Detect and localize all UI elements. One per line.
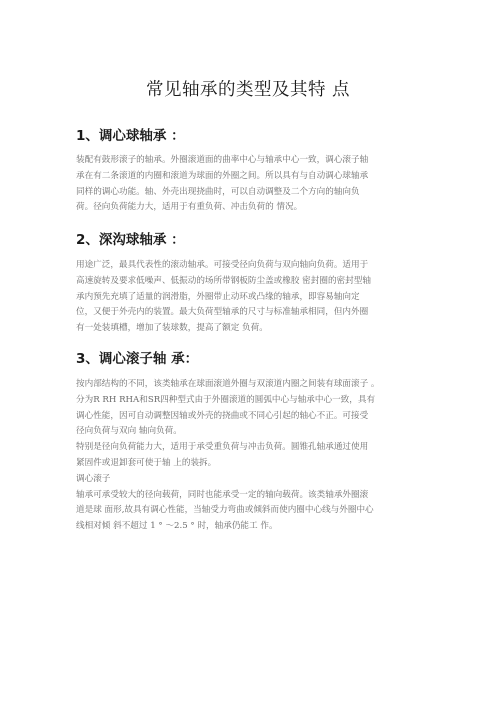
section-body-1 [76,153,424,216]
body-line: 用途广泛，最具代表性的滚动轴承。可接受径向负荷与双向轴向负荷。适用于 [76,260,369,270]
body-line: 有一处装填槽，增加了装球数，提高了额定 负荷。 [76,323,268,334]
body-line: 轴承可承受较大的径向载荷，同时也能承受一定的轴向载荷。该类轴承外圈滚 [76,489,369,500]
body-line: 高速旋转及要求低噪声、低振动的场所带钢板防尘盖或橡胶 密封圈的密封型轴 [76,275,371,286]
body-line: 承在有二条滚道的内圈和滚道为球面的外圈之间。所以具有与自动调心球轴承 [76,170,369,181]
section-heading-1: 1、调心球轴承 ： [76,128,185,144]
body-line: 位，又便于外壳内的装置。最大负荷型轴承的尺寸与标准轴承相同，但内外圈 [76,307,369,318]
section-body-2 [76,258,424,337]
body-line: 径向负荷与双向 轴向负荷。 [76,426,182,437]
page-title: 常见轴承的类型及其特 点 [145,80,351,100]
body-line: 调心性能，因可自动调整因轴或外壳的挠曲或不同心引起的轴心不正。可接受 [76,410,369,421]
body-line: 承内预先充填了适量的润滑脂，外圈带止动环或凸缘的轴承，即容易轴向定 [76,291,360,302]
body-line: 特别是径向负荷能力大，适用于承受重负荷与冲击负荷。圆锥孔轴承通过使用 [76,442,369,453]
body-line: 调心滚子 [76,473,111,484]
body-line: 同样的调心功能。轴、外壳出现挠曲时，可以自动调整及二个方向的轴向负 [76,186,360,197]
section-heading-2: 2、深沟球轴承 ： [76,232,185,248]
section-body-3 [76,377,424,535]
body-line: 紧固件或退卸套可使于轴 上的装拆。 [76,457,217,468]
section-heading-3: 3、调心滚子轴 承： [76,351,199,367]
body-line: 道是球 面形,故具有调心性能，当轴受力弯曲或倾斜而使内圈中心线与外圈中心 [76,505,374,516]
body-line: 装配有鼓形滚子的轴承。外圈滚道面的曲率中心与轴承中心一致，调心滚子轴 [76,155,369,165]
body-line: 荷。径向负荷能力大，适用于有重负荷、冲击负荷的 情况。 [76,202,303,213]
body-line: 按内部结构的不同，该类轴承在球面滚道外圈与双滚道内圈之间装有球面滚子 。 [76,379,380,389]
body-line: 分为R RH RHA和SR四种型式由于外圈滚道的圆弧中心与轴承中心一致，具有 [76,394,376,405]
body-line: 线相对倾 斜不超过 1 ° ～2.5 ° 时，轴承仍能工 作。 [76,521,278,532]
